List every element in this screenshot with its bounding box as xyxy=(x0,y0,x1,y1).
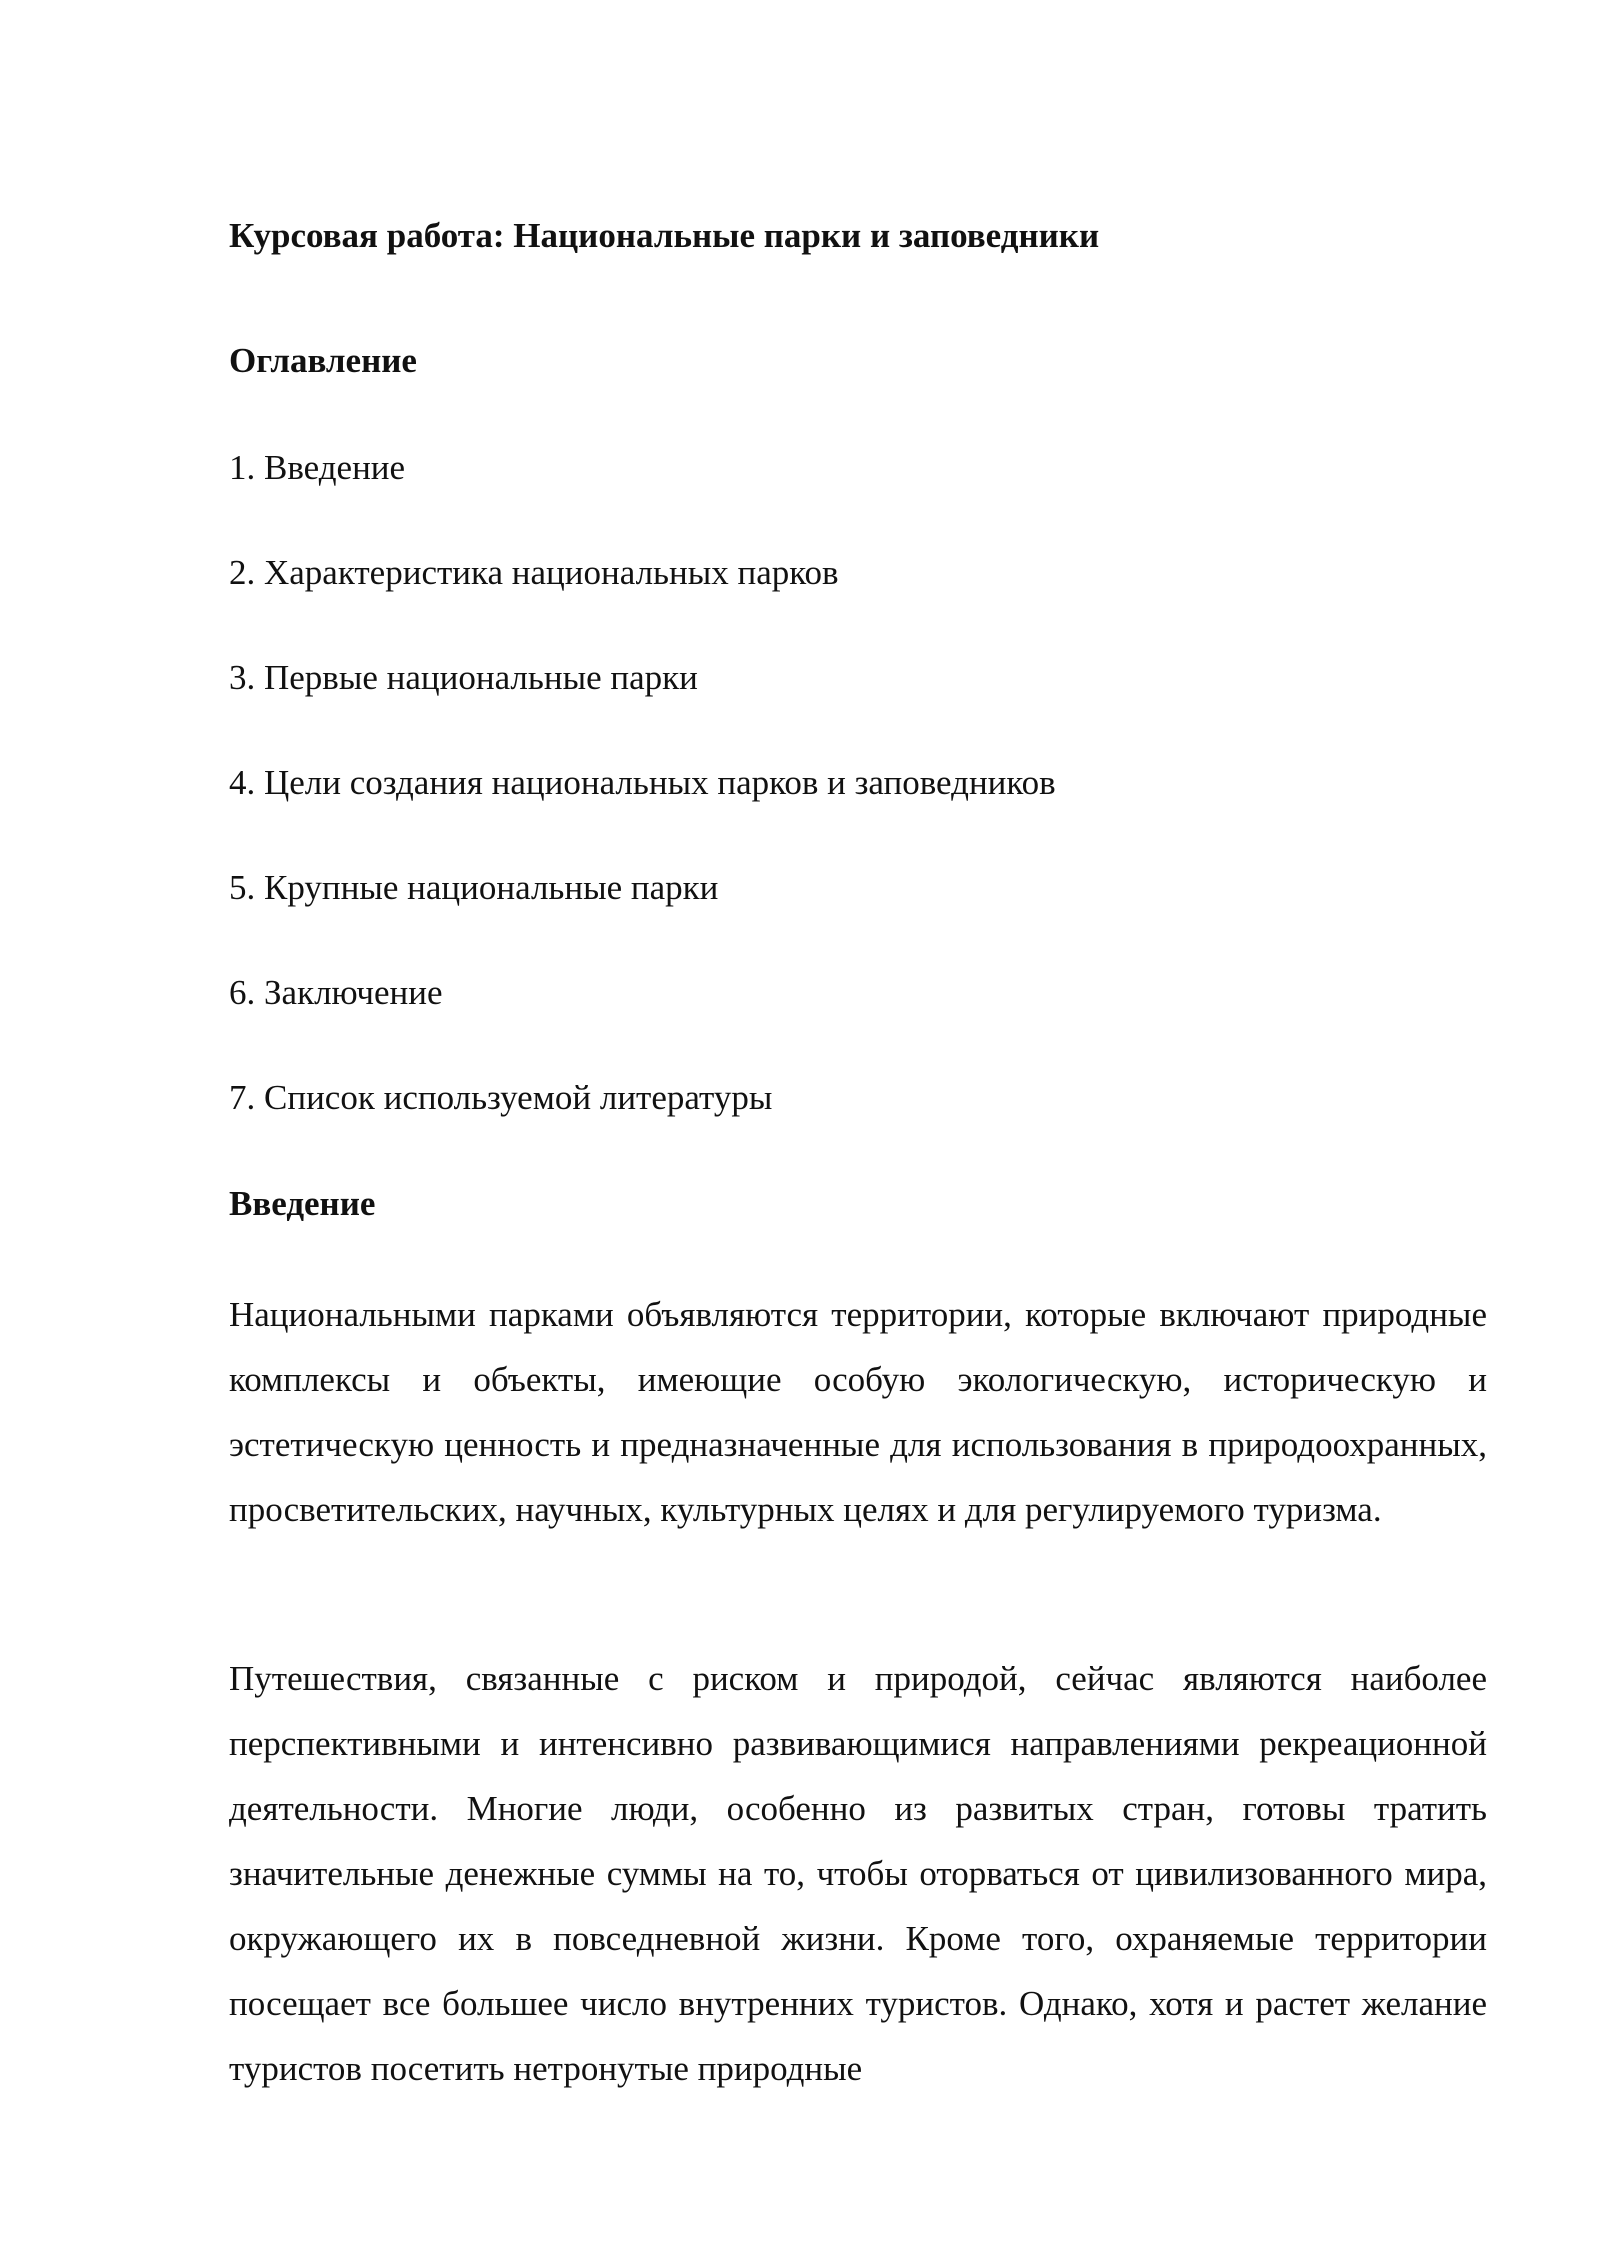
toc-item-goals: 4. Цели создания национальных парков и заповедников xyxy=(229,763,1056,802)
toc-list xyxy=(229,444,1056,1122)
toc-item-first-parks: 3. Первые национальные парки xyxy=(229,658,698,697)
introduction-heading: Введение xyxy=(229,1184,376,1223)
toc-item-references: 7. Список используемой литературы xyxy=(229,1078,773,1117)
toc-item-conclusion: 6. Заключение xyxy=(229,973,443,1012)
document-title: Курсовая работа: Национальные парки и заповедники xyxy=(229,216,1100,255)
introduction-paragraph: Национальными парками объявляются территории, которые включают природные комплексы и объекты, имеющие особую экологическую, историческую и эстетическую ценность и предназначенные для использования в природоохранных, просветительских, научных, культурных целях и для регулируемого туризма. xyxy=(229,1295,1487,1529)
toc-item-introduction: 1. Введение xyxy=(229,448,406,487)
toc-item-major-parks: 5. Крупные национальные парки xyxy=(229,868,719,907)
introduction-paragraph: Путешествия, связанные с риском и природой, сейчас являются наиболее перспективными и интенсивно развивающимися направлениями рекреационной деятельности. Многие люди, особенно из развитых стран, готовы тратить значительные денежные суммы на то, чтобы оторваться от цивилизованного мира, окружающего их в повседневной жизни. Кроме того, охраняемые территории посещает все большее число внутренних туристов. Однако, хотя и растет желание туристов посетить нетронутые природные xyxy=(229,1659,1487,2088)
toc-item-park-characteristics: 2. Характеристика национальных парков xyxy=(229,553,839,592)
toc-heading: Оглавление xyxy=(229,341,417,380)
